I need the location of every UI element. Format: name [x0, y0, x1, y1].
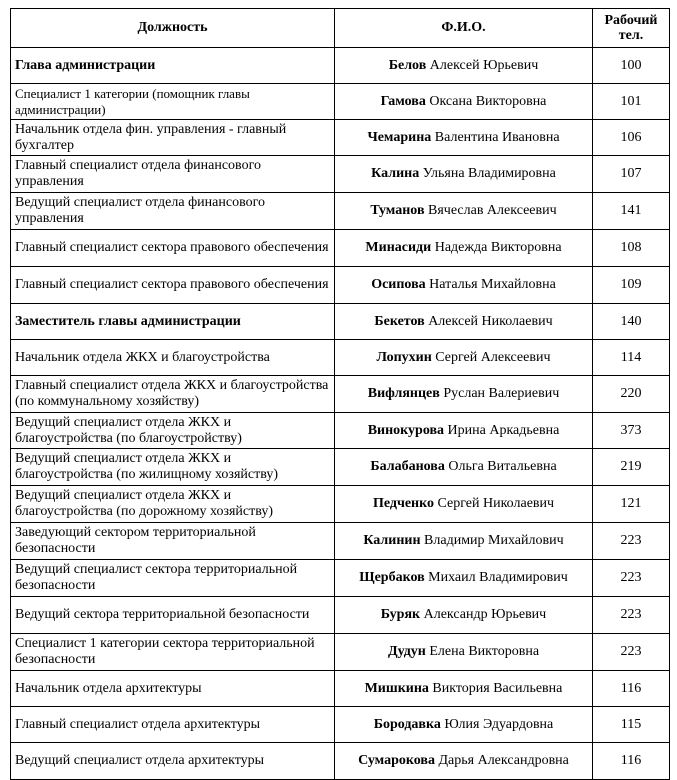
given-names: Виктория Васильевна: [432, 680, 563, 696]
name-cell: [335, 634, 593, 671]
surname: Балабанова: [370, 459, 445, 474]
phone-cell: 109: [593, 267, 670, 304]
position-cell: Ведущий специалист отдела ЖКХ и благоустройства (по жилищному хозяйству): [11, 449, 335, 486]
surname: Белов: [388, 57, 427, 73]
position-cell: Заместитель главы администрации: [11, 304, 335, 340]
given-names: Вячеслав Алексеевич: [428, 203, 557, 218]
table-row: [11, 193, 670, 230]
position-cell: Специалист 1 категории сектора территориальной безопасности: [11, 634, 335, 671]
name-cell: [335, 376, 593, 413]
name-cell: [335, 523, 593, 560]
position-cell: Начальник отдела ЖКХ и благоустройства: [11, 340, 335, 376]
table-row: [11, 156, 670, 193]
phone-cell: 220: [593, 376, 670, 413]
phone-cell: 141: [593, 193, 670, 230]
position-cell: Ведущий специалист отдела ЖКХ и благоустройства (по благоустройству): [11, 413, 335, 449]
position-cell: Ведущий специалист отдела архитектуры: [11, 743, 335, 780]
surname: Калина: [371, 166, 420, 181]
table-row: [11, 597, 670, 634]
name-cell: [335, 449, 593, 486]
table-row: [11, 48, 670, 84]
position-cell: Заведующий сектором территориальной безопасности: [11, 523, 335, 560]
name-cell: [335, 304, 593, 340]
phone-cell: 107: [593, 156, 670, 193]
surname: Буряк: [380, 607, 421, 622]
table-row: [11, 523, 670, 560]
surname: Вифлянцев: [367, 386, 440, 401]
table-row: [11, 671, 670, 707]
phone-cell: 223: [593, 634, 670, 671]
table-row: [11, 449, 670, 486]
table-header-row: [11, 9, 670, 48]
name-cell: [335, 486, 593, 523]
name-cell: [335, 743, 593, 780]
header-position: Должность: [11, 9, 335, 48]
name-cell: [335, 193, 593, 230]
surname: Лопухин: [376, 349, 432, 365]
header-name: Ф.И.О.: [335, 9, 593, 48]
table-row: [11, 743, 670, 780]
table-row: [11, 413, 670, 449]
phone-cell: 223: [593, 597, 670, 634]
given-names: Сергей Алексеевич: [435, 349, 551, 365]
header-phone: Рабочий тел.: [593, 9, 670, 48]
position-cell: Глава администрации: [11, 48, 335, 84]
surname: Осипова: [371, 277, 426, 292]
surname: Бородавка: [373, 716, 441, 732]
table-row: [11, 230, 670, 267]
position-cell: Начальник отдела фин. управления - главный бухгалтер: [11, 120, 335, 156]
given-names: Руслан Валериевич: [443, 386, 560, 401]
given-names: Надежда Викторовна: [434, 240, 562, 255]
given-names: Юлия Эдуардовна: [444, 716, 554, 732]
staff-table: [10, 8, 670, 780]
name-cell: [335, 597, 593, 634]
phone-cell: 373: [593, 413, 670, 449]
phone-cell: 140: [593, 304, 670, 340]
name-cell: [335, 156, 593, 193]
phone-cell: 106: [593, 120, 670, 156]
given-names: Дарья Александровна: [438, 753, 569, 768]
table-row: [11, 634, 670, 671]
table-row: [11, 340, 670, 376]
table-row: [11, 707, 670, 743]
name-cell: [335, 560, 593, 597]
surname: Мишкина: [364, 680, 429, 696]
table-row: [11, 120, 670, 156]
table-row: [11, 84, 670, 120]
surname: Туманов: [370, 203, 425, 218]
table-row: [11, 267, 670, 304]
given-names: Михаил Владимирович: [428, 570, 568, 585]
phone-cell: 114: [593, 340, 670, 376]
phone-cell: 116: [593, 671, 670, 707]
surname: Сумарокова: [358, 753, 435, 768]
given-names: Ирина Аркадьевна: [447, 422, 560, 438]
name-cell: [335, 340, 593, 376]
surname: Бекетов: [374, 313, 425, 329]
position-cell: Ведущий специалист сектора территориальной безопасности: [11, 560, 335, 597]
surname: Гамова: [380, 93, 426, 109]
name-cell: [335, 267, 593, 304]
given-names: Алексей Николаевич: [428, 313, 553, 329]
position-cell: Ведущий специалист отдела финансового управления: [11, 193, 335, 230]
position-cell: Главный специалист сектора правового обеспечения: [11, 267, 335, 304]
name-cell: [335, 413, 593, 449]
phone-cell: 121: [593, 486, 670, 523]
position-cell: Ведущий специалист отдела ЖКХ и благоустройства (по дорожному хозяйству): [11, 486, 335, 523]
name-cell: [335, 120, 593, 156]
surname: Дудун: [387, 644, 426, 659]
phone-cell: 115: [593, 707, 670, 743]
name-cell: [335, 707, 593, 743]
table-body: [11, 48, 670, 780]
phone-cell: 223: [593, 560, 670, 597]
position-cell: Ведущий сектора территориальной безопасности: [11, 597, 335, 634]
table-row: [11, 376, 670, 413]
table-row: [11, 486, 670, 523]
surname: Винокурова: [367, 422, 445, 438]
given-names: Алексей Юрьевич: [429, 57, 539, 73]
phone-cell: 223: [593, 523, 670, 560]
position-cell: Главный специалист отдела ЖКХ и благоустройства (по коммунальному хозяйству): [11, 376, 335, 413]
surname: Минасиди: [365, 240, 432, 255]
given-names: Наталья Михайловна: [429, 277, 556, 292]
position-cell: Главный специалист отдела финансового управления: [11, 156, 335, 193]
name-cell: [335, 230, 593, 267]
given-names: Сергей Николаевич: [437, 496, 555, 511]
table-row: [11, 560, 670, 597]
given-names: Елена Викторовна: [429, 644, 540, 659]
position-cell: Начальник отдела архитектуры: [11, 671, 335, 707]
table-row: [11, 304, 670, 340]
given-names: Ольга Витальевна: [448, 459, 557, 474]
phone-cell: 101: [593, 84, 670, 120]
given-names: Валентина Ивановна: [434, 129, 560, 145]
name-cell: [335, 48, 593, 84]
surname: Чемарина: [367, 129, 432, 145]
name-cell: [335, 671, 593, 707]
position-cell: Главный специалист сектора правового обеспечения: [11, 230, 335, 267]
phone-cell: 108: [593, 230, 670, 267]
given-names: Ульяна Владимировна: [422, 166, 556, 181]
surname: Щербаков: [359, 570, 425, 585]
phone-cell: 100: [593, 48, 670, 84]
phone-cell: 116: [593, 743, 670, 780]
surname: Педченко: [372, 496, 434, 511]
name-cell: [335, 84, 593, 120]
given-names: Владимир Михайлович: [424, 533, 564, 548]
given-names: Оксана Викторовна: [429, 93, 547, 109]
given-names: Александр Юрьевич: [423, 607, 547, 622]
position-cell: Главный специалист отдела архитектуры: [11, 707, 335, 743]
position-cell: Специалист 1 категории (помощник главы администрации): [11, 84, 335, 120]
surname: Калинин: [363, 533, 421, 548]
phone-cell: 219: [593, 449, 670, 486]
